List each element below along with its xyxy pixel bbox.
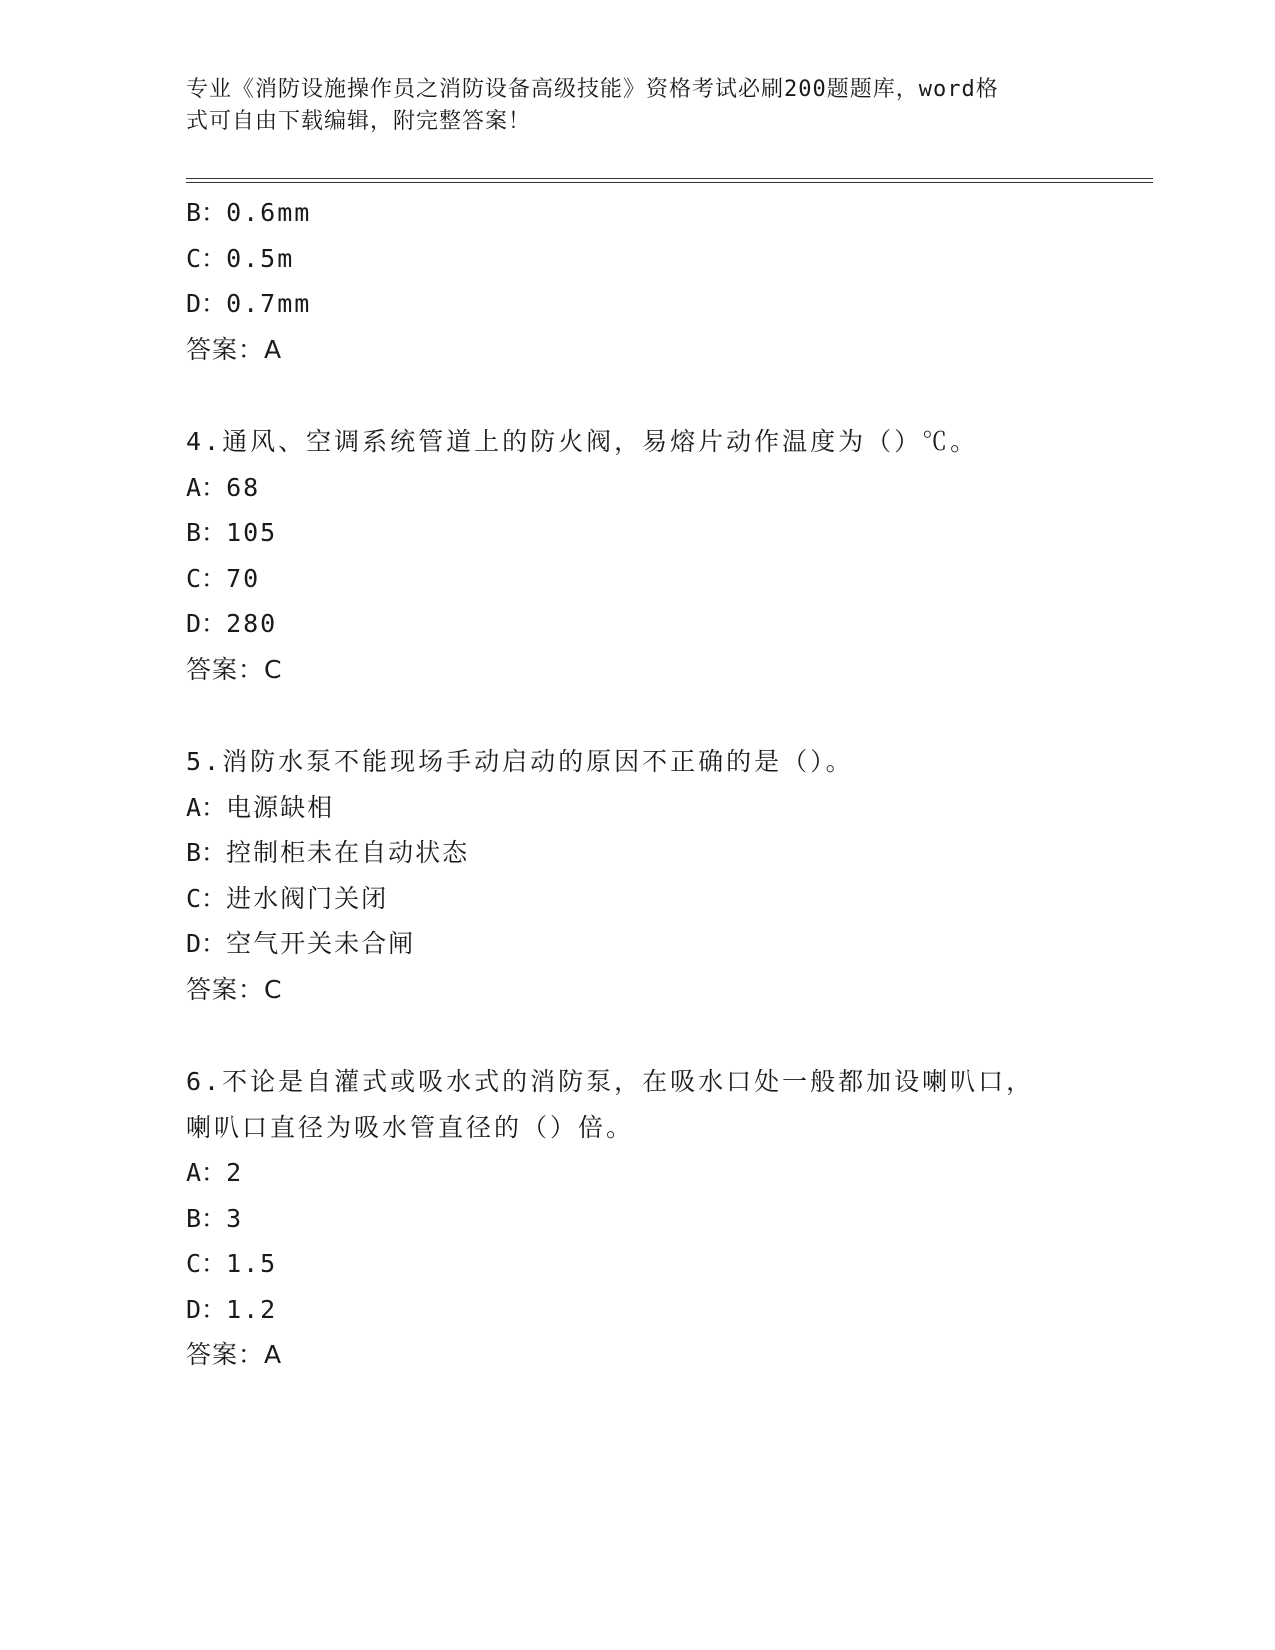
option-c: C：1.5 (186, 1249, 278, 1278)
option-a: A：68 (186, 472, 261, 502)
option-c: C：0.5m (186, 243, 295, 273)
question-text: 6.不论是自灌式或吸水式的消防泵，在吸水口处一般都加设喇叭口， (186, 1067, 1035, 1096)
option-d: D：1.2 (186, 1294, 278, 1324)
spacer (186, 372, 1086, 419)
option-b: B：控制柜未在自动状态 (186, 838, 470, 867)
question-text-continued: 喇叭口直径为吸水管直径的（）倍。 (186, 1112, 635, 1142)
question-block-6 (186, 1059, 1086, 1378)
header-line-2: 式可自由下载编辑，附完整答案！ (186, 109, 532, 134)
option-c: C：70 (186, 563, 261, 593)
spacer (186, 1012, 1086, 1059)
header-divider (186, 178, 1153, 183)
question-block-4 (186, 419, 1086, 692)
answer-line: 答案：A (186, 334, 283, 364)
question-text: 5.消防水泵不能现场手动启动的原因不正确的是（）。 (186, 747, 854, 776)
question-list (186, 190, 1086, 1378)
option-a: A：2 (186, 1158, 244, 1187)
option-b: B：0.6mm (186, 198, 312, 227)
option-d: D：280 (186, 609, 278, 638)
option-b: B：105 (186, 518, 278, 547)
prev-question-block (186, 190, 1086, 372)
option-c: C：进水阀门关闭 (186, 883, 389, 913)
header-line-1: 专业《消防设施操作员之消防设备高级技能》资格考试必刷200题题库，word格 (186, 77, 999, 102)
option-d: D：空气开关未合闸 (186, 929, 416, 958)
question-block-5 (186, 739, 1086, 1012)
option-a: A：电源缺相 (186, 792, 335, 822)
document-header (186, 74, 1066, 138)
option-b: B：3 (186, 1203, 244, 1233)
answer-line: 答案：C (186, 654, 283, 684)
spacer (186, 692, 1086, 739)
question-text: 4.通风、空调系统管道上的防火阀，易熔片动作温度为（）℃。 (186, 427, 979, 456)
answer-line: 答案：A (186, 1340, 283, 1369)
option-d: D：0.7mm (186, 289, 312, 318)
answer-line: 答案：C (186, 974, 283, 1004)
